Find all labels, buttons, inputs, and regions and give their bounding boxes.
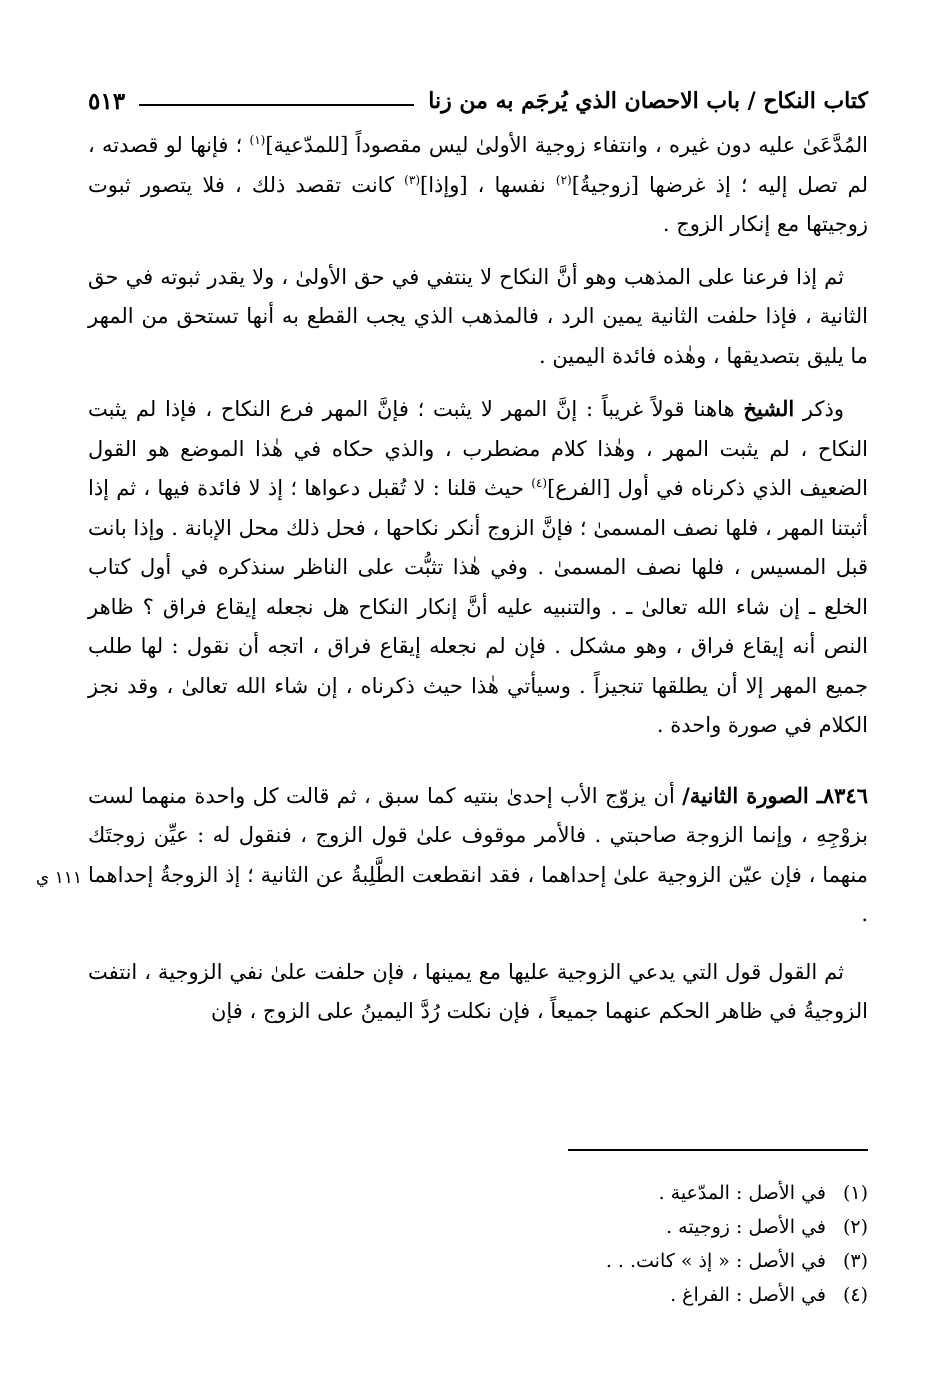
- footnote-number: (١): [842, 1182, 868, 1204]
- text-run: ثم القول قول التي يدعي الزوجية عليها مع يمينها ، فإن حلفت علىٰ نفي الزوجية ، انتفت الزوجيةُ في ظاهر الحكم عنهما جميعاً ، فإن نكلت رُدَّ اليمينُ على الزوج ، فإن: [88, 959, 868, 1023]
- text-run: وذكر: [794, 397, 844, 421]
- footnote: [300, 1278, 868, 1312]
- text-run: هاهنا قولاً غريباً : إنَّ المهر لا يثبت ؛ فإنَّ المهر فرع النكاح ، فإذا لم يثبت النكاح ، لم يثبت المهر ، وهٰذا كلام مضطرب ، والذي حكاه في هٰذا الموضع هو القول الضعيف الذي ذكرناه في أول [الفرع]: [88, 397, 868, 500]
- footnote-text: في الأصل : زوجيته .: [666, 1216, 826, 1238]
- margin-note: ١١١ ي: [35, 868, 82, 888]
- body-text: [88, 126, 868, 1032]
- paragraph: [88, 258, 868, 377]
- footnote-number: (٢): [842, 1216, 868, 1238]
- footnotes: [300, 1176, 868, 1312]
- footnote-ref: (١): [249, 133, 266, 147]
- footnote-ref: (٣): [404, 172, 420, 187]
- text-run: نفسها ، [وإذا]: [420, 172, 556, 197]
- paragraph: [88, 953, 868, 1032]
- paragraph: [88, 776, 868, 935]
- footnote-rule: [568, 1149, 868, 1151]
- footnote-text: في الأصل : الفراغ .: [670, 1284, 826, 1306]
- paragraph: [88, 126, 868, 245]
- footnote-text: في الأصل : المدّعية .: [658, 1182, 826, 1204]
- running-title: كتاب النكاح / باب الاحصان الذي يُرجَم به من زنا: [428, 88, 868, 114]
- text-run: ثم إذا فرعنا على المذهب وهو أنَّ النكاح لا ينتفي في حق الأولىٰ ، ولا يقدر ثبوته في حق الثانية ، فإذا حلفت الثانية يمين الرد ، فالمذهب الذي يجب القطع به أنها تستحق من المهر ما يليق بتصديقها ، وهٰذه فائدة اليمين .: [88, 264, 868, 368]
- footnote-number: (٣): [842, 1250, 868, 1272]
- text-run: أن يزوّج الأب إحدىٰ بنتيه كما سبق ، ثم قالت كل واحدة منهما لست بزوْجِهِ ، وإنما الزوجة صاحبتي . فالأمر موقوف علىٰ قول الزوج ، فنقول له : عيِّن زوجتَك منهما ، فإن عيّن الزوجية علىٰ إحداهما ، فقد انقطعت الطَّلِبةُ عن الثانية ؛ إذ الزوجةُ إحداهما .: [88, 783, 868, 926]
- text-run: حيث قلنا : لا تُقبل دعواها ؛ إذ لا فائدة فيها ، ثم إذا أثبتنا المهر ، فلها نصف المسمىٰ ؛ فإنَّ الزوج أنكر نكاحها ، فحل ذلك محل الإبانة . وإذا بانت قبل المسيس ، فلها نصف المسمىٰ . وفي هٰذا تثبُّت على الناظر سنذكره في أول كتاب الخلع ـ إن شاء الله تعالىٰ ـ . والتنبيه عليه أنَّ إنكار النكاح هل نجعله إيقاع فراق ؟ ظاهر النص أنه إيقاع فراق ، وهو مشكل . فإن لم نجعله إيقاع فراق ، اتجه أن نقول : لها طلب جميع المهر إلا أن يطلقها تنجيزاً . وسيأتي هٰذا حيث ذكرناه ، إن شاء الله تعالىٰ ، وقد نجز الكلام في صورة واحدة .: [88, 476, 868, 737]
- page-number: ٥١٣: [88, 87, 126, 115]
- footnote-ref: (٢): [555, 172, 572, 187]
- bold-run: ٨٣٤٦ـ الصورة الثانية/: [682, 782, 868, 808]
- text-run: المُدَّعَىٰ عليه دون غيره ، وانتفاء زوجية الأولىٰ ليس مقصوداً [للمدّعية]: [265, 133, 869, 157]
- header-rule: [139, 104, 414, 106]
- running-header: [88, 80, 868, 122]
- footnote: [300, 1176, 868, 1210]
- footnote: [300, 1244, 868, 1278]
- text-run: كانت تقصد ذلك ، فلا يتصور ثبوت زوجيتها مع إنكار الزوج .: [88, 172, 868, 236]
- bold-run: الشيخ: [743, 396, 795, 421]
- paragraph: [88, 389, 868, 746]
- footnote-text: في الأصل : « إذ » كانت. . .: [605, 1250, 826, 1272]
- footnote-ref: (٤): [531, 476, 548, 490]
- text-run: ؛ فإنها لو قصدته ، لم تصل إليه ؛ إذ غرضها [زوجيةُ]: [88, 133, 868, 197]
- footnote-number: (٤): [842, 1284, 868, 1306]
- footnote: [300, 1210, 868, 1244]
